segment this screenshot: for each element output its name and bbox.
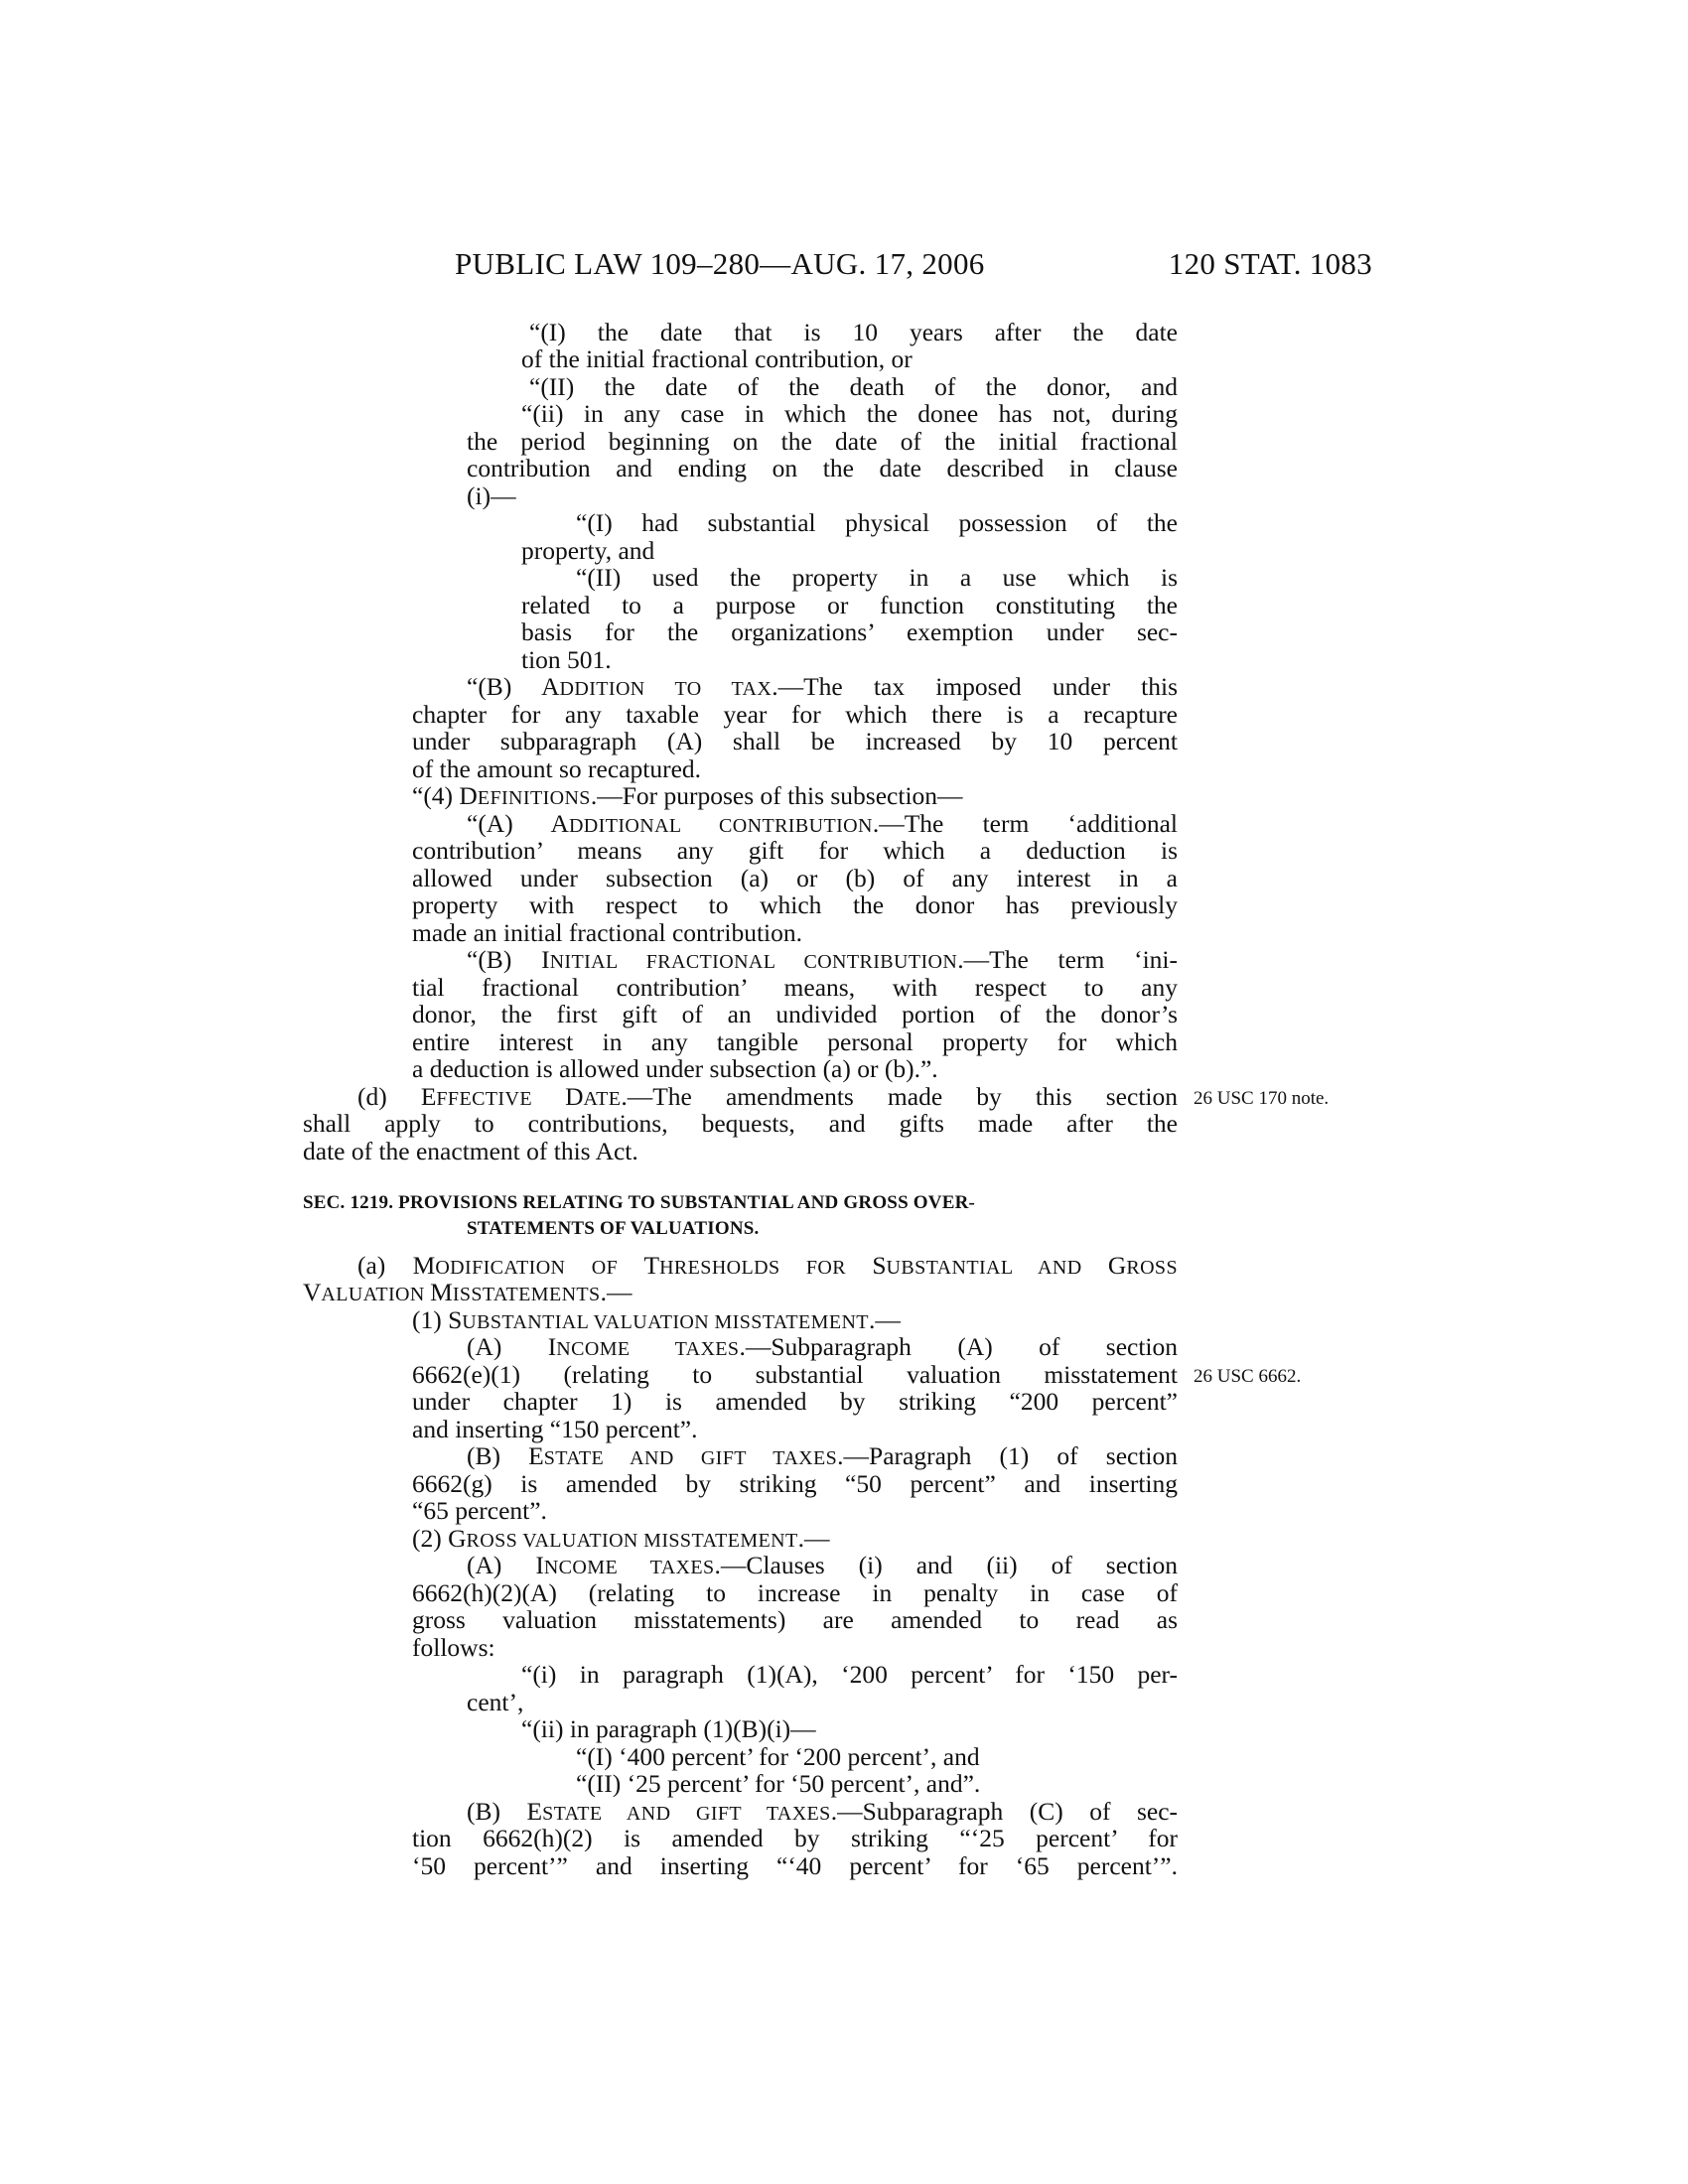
text-line: allowed under subsection (a) or (b) of any interest in a [412, 864, 1178, 892]
text-line: “65 percent”. [412, 1496, 547, 1525]
text-line: “(i) in paragraph (1)(A), ‘200 percent’ for ‘150 per- [521, 1660, 1178, 1689]
text-line: “(II) the date of the death of the donor, and [529, 372, 1178, 401]
text-line: “(4) DEFINITIONS.—For purposes of this subsection— [412, 781, 963, 810]
text-line: 6662(e)(1) (relating to substantial valuation misstatement [412, 1360, 1178, 1389]
text-line: (A) INCOME TAXES.—Clauses (i) and (ii) of section [467, 1551, 1178, 1579]
text-line: “(II) ‘25 percent’ for ‘50 percent’, and”. [576, 1769, 981, 1798]
text-line: made an initial fractional contribution. [412, 918, 802, 947]
text-line: “(I) the date that is 10 years after the date [529, 318, 1178, 346]
text-line: (B) ESTATE AND GIFT TAXES.—Paragraph (1) of section [467, 1441, 1178, 1470]
text-line: “(A) ADDITIONAL CONTRIBUTION.—The term ‘additional [467, 809, 1178, 838]
text-line: “(B) INITIAL FRACTIONAL CONTRIBUTION.—The term ‘ini- [467, 945, 1178, 974]
text-line: and inserting “150 percent”. [412, 1415, 698, 1443]
text-line: tion 6662(h)(2) is amended by striking “‘25 percent’ for [412, 1824, 1178, 1852]
text-line: 6662(h)(2)(A) (relating to increase in penalty in case of [412, 1578, 1178, 1607]
text-line: “(II) used the property in a use which is [576, 563, 1178, 592]
text-line: chapter for any taxable year for which there is a recapture [412, 700, 1178, 729]
text-line: property with respect to which the donor has previously [412, 890, 1178, 919]
text-line: a deduction is allowed under subsection (a) or (b).”. [412, 1054, 938, 1083]
text-line: “(I) ‘400 percent’ for ‘200 percent’, and [576, 1742, 980, 1771]
text-line: (A) INCOME TAXES.—Subparagraph (A) of section [467, 1332, 1179, 1361]
text-line: contribution’ means any gift for which a deduction is [412, 836, 1178, 865]
text-line: (1) SUBSTANTIAL VALUATION MISSTATEMENT.— [412, 1305, 901, 1334]
text-line: (a) MODIFICATION OF THRESHOLDS FOR SUBSTANTIAL AND GROSS [357, 1251, 1178, 1280]
text-line: tion 501. [521, 645, 612, 674]
text-line: VALUATION MISSTATEMENTS.— [303, 1278, 633, 1306]
text-line: “(ii) in paragraph (1)(B)(i)— [521, 1714, 816, 1743]
margin-note: 26 USC 6662. [1194, 1366, 1302, 1387]
text-line: shall apply to contributions, bequests, and gifts made after the [303, 1109, 1178, 1138]
text-line: 6662(g) is amended by striking “50 percent” and inserting [412, 1469, 1178, 1498]
running-head-title: PUBLIC LAW 109–280—AUG. 17, 2006 [455, 246, 985, 281]
text-line: tial fractional contribution’ means, with respect to any [412, 973, 1178, 1002]
text-line: “(B) ADDITION TO TAX.—The tax imposed under this [467, 672, 1178, 701]
text-line: date of the enactment of this Act. [303, 1137, 638, 1165]
text-line: (i)— [467, 481, 516, 510]
text-line: “(I) had substantial physical possession of the [576, 508, 1178, 537]
text-line: of the initial fractional contribution, or [521, 344, 913, 373]
stat-page-number: 120 STAT. 1083 [1168, 246, 1372, 281]
text-line: under subparagraph (A) shall be increased by 10 percent [412, 727, 1178, 755]
text-line: entire interest in any tangible personal property for which [412, 1027, 1178, 1056]
text-line: gross valuation misstatements) are amended to read as [412, 1605, 1178, 1634]
section-heading: STATEMENTS OF VALUATIONS. [467, 1218, 760, 1239]
text-line: cent’, [467, 1688, 524, 1716]
text-line: donor, the first gift of an undivided portion of the donor’s [412, 1000, 1178, 1028]
text-line: the period beginning on the date of the initial fractional [467, 427, 1178, 456]
text-line: property, and [521, 536, 655, 565]
text-line: under chapter 1) is amended by striking “200 percent” [412, 1387, 1178, 1416]
text-line: (2) GROSS VALUATION MISSTATEMENT.— [412, 1524, 830, 1553]
text-line: “(ii) in any case in which the donee has not, during [521, 399, 1178, 428]
text-line: of the amount so recaptured. [412, 754, 702, 783]
text-line: (d) EFFECTIVE DATE.—The amendments made by this section [357, 1082, 1178, 1111]
margin-note: 26 USC 170 note. [1194, 1088, 1330, 1109]
text-line: ‘50 percent’” and inserting “‘40 percent’ for ‘65 percent’”. [412, 1851, 1178, 1880]
section-heading: SEC. 1219. PROVISIONS RELATING TO SUBSTANTIAL AND GROSS OVER- [303, 1192, 976, 1213]
text-line: contribution and ending on the date described in clause [467, 454, 1178, 482]
text-line: follows: [412, 1633, 495, 1662]
text-line: (B) ESTATE AND GIFT TAXES.—Subparagraph (C) of sec- [467, 1797, 1179, 1826]
text-line: related to a purpose or function constituting the [521, 591, 1178, 619]
text-line: basis for the organizations’ exemption under sec- [521, 617, 1178, 646]
